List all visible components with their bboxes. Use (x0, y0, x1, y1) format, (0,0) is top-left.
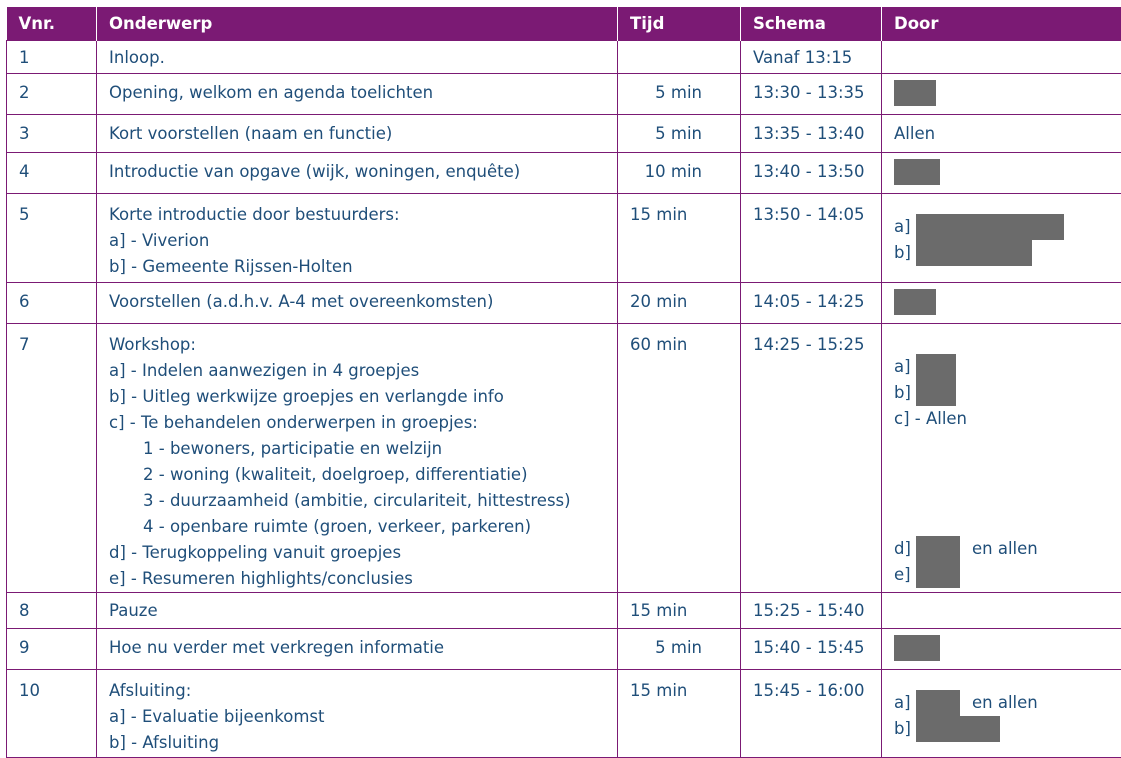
agenda-table (6, 7, 1121, 758)
onderwerp-cell (97, 324, 618, 593)
header-door: Door (882, 7, 1121, 41)
onderwerp-cell: Opening, welkom en agenda toelichten (97, 74, 618, 115)
item-title: Korte introductie door bestuurders: (109, 202, 607, 228)
vnr-cell: 5 (7, 194, 97, 283)
onderwerp-cell: Inloop. (97, 41, 618, 74)
door-label-b: b] (894, 240, 916, 266)
list-item: a] - Viverion (109, 228, 607, 254)
redaction-block (916, 380, 956, 406)
door-cell (882, 670, 1121, 758)
door-cell (882, 283, 1121, 324)
list-item: a] - Evaluatie bijeenkomst (109, 704, 607, 730)
door-line (894, 380, 1111, 406)
header-onderwerp: Onderwerp (97, 7, 618, 41)
door-line (894, 536, 1111, 562)
schema-cell: 15:25 - 15:40 (741, 593, 882, 629)
door-label-c: c] - Allen (894, 406, 967, 432)
tijd-cell: 5 min (618, 74, 741, 115)
header-schema: Schema (741, 7, 882, 41)
tijd-cell: 15 min (618, 194, 741, 283)
door-label-a: a] (894, 214, 916, 240)
redaction-block (916, 716, 1000, 742)
redaction-block (894, 80, 936, 106)
tijd-cell: 60 min (618, 324, 741, 593)
sub-list-item: 1 - bewoners, participatie en welzijn (109, 436, 607, 462)
door-line (894, 240, 1111, 266)
sub-list-item: 3 - duurzaamheid (ambitie, circulariteit, hittestress) (109, 488, 607, 514)
table-row (7, 283, 1121, 324)
list-item: c] - Te behandelen onderwerpen in groepjes: (109, 410, 607, 436)
vnr-cell: 2 (7, 74, 97, 115)
redaction-block (916, 536, 960, 562)
item-title: Workshop: (109, 332, 607, 358)
tijd-cell: 15 min (618, 670, 741, 758)
tijd-cell (618, 41, 741, 74)
redaction-block (894, 159, 940, 185)
door-line (894, 354, 1111, 380)
onderwerp-cell: Introductie van opgave (wijk, woningen, enquête) (97, 153, 618, 194)
vnr-cell: 7 (7, 324, 97, 593)
door-cell (882, 194, 1121, 283)
door-cell (882, 41, 1121, 74)
schema-cell: 13:30 - 13:35 (741, 74, 882, 115)
door-line (894, 406, 1111, 432)
vnr-cell: 3 (7, 115, 97, 153)
onderwerp-cell: Pauze (97, 593, 618, 629)
schema-cell: 13:40 - 13:50 (741, 153, 882, 194)
door-cell (882, 324, 1121, 593)
sub-list-item: 4 - openbare ruimte (groen, verkeer, parkeren) (109, 514, 607, 540)
door-cell (882, 74, 1121, 115)
table-row (7, 153, 1121, 194)
header-vnr: Vnr. (7, 7, 97, 41)
vnr-cell: 1 (7, 41, 97, 74)
door-label-b: b] (894, 380, 916, 406)
table-row (7, 115, 1121, 153)
header-row (7, 7, 1121, 41)
schema-cell: 14:25 - 15:25 (741, 324, 882, 593)
tijd-cell: 5 min (618, 629, 741, 670)
table-row (7, 194, 1121, 283)
door-label-d: d] (894, 536, 916, 562)
redaction-block (916, 240, 1032, 266)
redaction-block (894, 635, 940, 661)
redaction-block (916, 354, 956, 380)
list-item: d] - Terugkoppeling vanuit groepjes (109, 540, 607, 566)
header-tijd: Tijd (618, 7, 741, 41)
door-cell: Allen (882, 115, 1121, 153)
table-row (7, 593, 1121, 629)
door-label-b: b] (894, 716, 916, 742)
door-label-a: a] (894, 354, 916, 380)
item-title: Afsluiting: (109, 678, 607, 704)
redaction-block (916, 562, 960, 588)
door-line (894, 716, 1111, 742)
door-label-a: a] (894, 690, 916, 716)
onderwerp-cell: Hoe nu verder met verkregen informatie (97, 629, 618, 670)
schema-cell: 14:05 - 14:25 (741, 283, 882, 324)
redaction-block (916, 690, 960, 716)
tijd-cell: 15 min (618, 593, 741, 629)
list-item: b] - Uitleg werkwijze groepjes en verlangde info (109, 384, 607, 410)
door-line (894, 562, 1111, 588)
vnr-cell: 8 (7, 593, 97, 629)
onderwerp-cell (97, 194, 618, 283)
table-row (7, 670, 1121, 758)
schema-cell: Vanaf 13:15 (741, 41, 882, 74)
vnr-cell: 4 (7, 153, 97, 194)
tijd-cell: 20 min (618, 283, 741, 324)
redaction-block (894, 289, 936, 315)
list-item: a] - Indelen aanwezigen in 4 groepjes (109, 358, 607, 384)
sub-list-item: 2 - woning (kwaliteit, doelgroep, differentiatie) (109, 462, 607, 488)
door-line (894, 214, 1111, 240)
vnr-cell: 9 (7, 629, 97, 670)
list-item: e] - Resumeren highlights/conclusies (109, 566, 607, 592)
tijd-cell: 5 min (618, 115, 741, 153)
door-cell (882, 593, 1121, 629)
door-suffix: en allen (972, 536, 1038, 562)
onderwerp-cell (97, 670, 618, 758)
table-row (7, 324, 1121, 593)
tijd-cell: 10 min (618, 153, 741, 194)
schema-cell: 15:40 - 15:45 (741, 629, 882, 670)
door-cell (882, 153, 1121, 194)
door-line (894, 690, 1111, 716)
schema-cell: 13:35 - 13:40 (741, 115, 882, 153)
table-row (7, 629, 1121, 670)
table-row (7, 74, 1121, 115)
door-label-e: e] (894, 562, 916, 588)
vnr-cell: 10 (7, 670, 97, 758)
door-cell (882, 629, 1121, 670)
redaction-block (916, 214, 1064, 240)
vnr-cell: 6 (7, 283, 97, 324)
schema-cell: 13:50 - 14:05 (741, 194, 882, 283)
list-item: b] - Afsluiting (109, 730, 607, 756)
onderwerp-cell: Voorstellen (a.d.h.v. A-4 met overeenkomsten) (97, 283, 618, 324)
list-item: b] - Gemeente Rijssen-Holten (109, 254, 607, 280)
table-row (7, 41, 1121, 74)
onderwerp-cell: Kort voorstellen (naam en functie) (97, 115, 618, 153)
schema-cell: 15:45 - 16:00 (741, 670, 882, 758)
door-suffix: en allen (972, 690, 1038, 716)
